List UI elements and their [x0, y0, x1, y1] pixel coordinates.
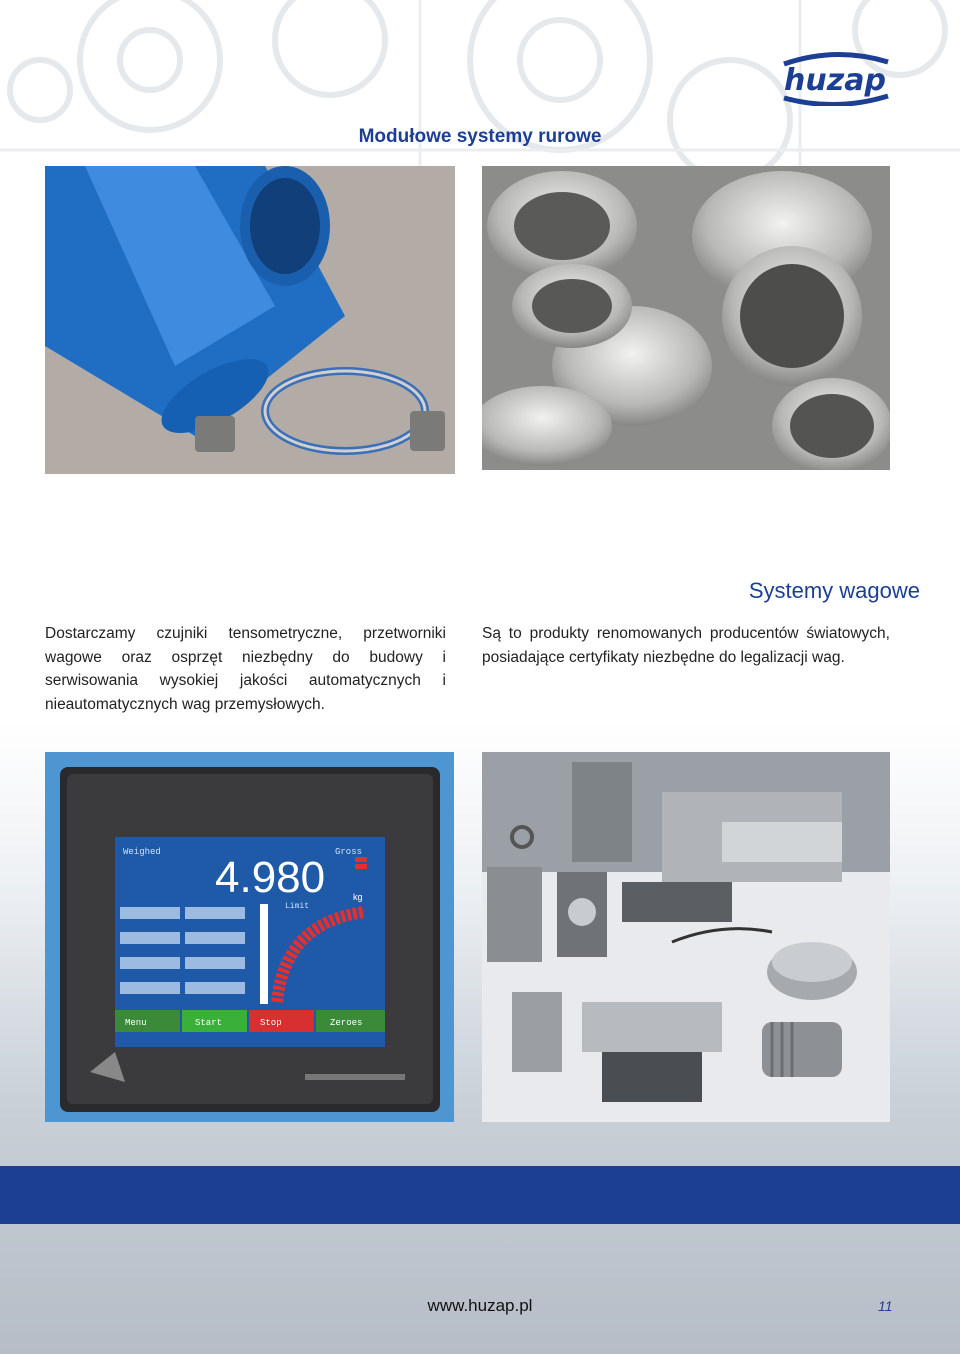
footer-blue-band — [0, 1166, 960, 1224]
display-label-gross: Gross — [335, 847, 363, 857]
display-button-start: Start — [195, 1018, 223, 1028]
weighing-intro-text: Dostarczamy czujniki tensometryczne, przetworniki wagowe oraz osprzęt niezbędny do budowy i serwisowania wysokiej jakości automatycznych i nieautomatycznych wag przemysłowych. — [45, 625, 446, 713]
display-unit: kg — [353, 892, 363, 902]
photo-weighing-controller — [45, 752, 454, 1122]
weighing-certificates-text: Są to produkty renomowanych producentów światowych, posiadające certyfikaty niezbędne do legalizacji wag. — [482, 625, 890, 666]
photo-stainless-steel-fittings — [482, 166, 890, 470]
display-label-weighed: Weighed — [123, 847, 161, 857]
svg-text:huzap: huzap — [784, 63, 886, 98]
footer-website-link[interactable]: www.huzap.pl — [427, 1296, 533, 1315]
display-button-stop: Stop — [260, 1018, 282, 1028]
photo-blue-pipe-modules — [45, 166, 455, 474]
page-number: 11 — [878, 1298, 893, 1314]
display-button-menu: Menu — [125, 1018, 147, 1028]
display-weight-value: 4.980 — [215, 853, 326, 902]
photo-load-cells — [482, 752, 890, 1122]
display-limit-label: Limit — [285, 902, 310, 911]
display-button-zeroes: Zeroes — [330, 1018, 363, 1028]
section-title-pipe-systems: Modułowe systemy rurowe — [358, 126, 602, 147]
section-title-weighing-systems: Systemy wagowe — [748, 578, 920, 603]
huzap-logo — [776, 50, 894, 106]
